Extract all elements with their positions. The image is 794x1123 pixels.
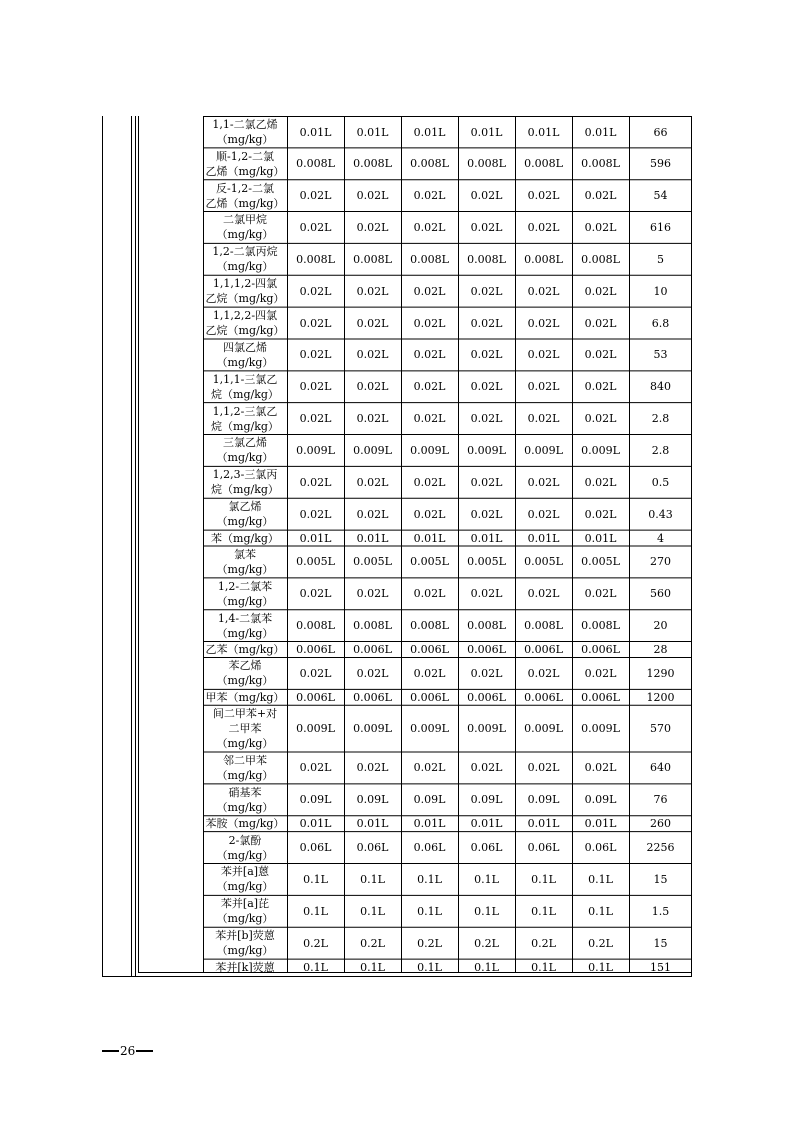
measured-value: 0.02L: [527, 380, 560, 394]
measured-value: 0.02L: [299, 220, 332, 234]
measured-value: 0.009L: [581, 722, 620, 736]
measured-value: 0.02L: [356, 475, 389, 489]
measured-value: 0.02L: [299, 189, 332, 203]
measured-value: 0.02L: [470, 189, 503, 203]
measured-value: 0.02L: [527, 316, 560, 330]
measured-value: 0.008L: [467, 252, 506, 266]
measured-value: 0.02L: [356, 220, 389, 234]
measured-value: 0.005L: [410, 555, 449, 569]
measured-value: 0.02L: [413, 666, 446, 680]
pollutant-name: 1,2-二氯丙烷 （mg/kg）: [212, 245, 278, 274]
measured-value: 0.02L: [527, 189, 560, 203]
measured-value: 0.06L: [356, 841, 389, 855]
measured-value: 0.02L: [413, 284, 446, 298]
measured-value: 0.02L: [584, 587, 617, 601]
measured-value: 0.006L: [296, 690, 335, 704]
measured-value: 0.009L: [353, 443, 392, 457]
screening-limit: 66: [653, 125, 668, 139]
measured-value: 0.009L: [467, 722, 506, 736]
measured-value: 0.1L: [531, 904, 556, 918]
measured-value: 0.02L: [413, 380, 446, 394]
measured-value: 0.01L: [299, 125, 332, 139]
measured-value: 0.1L: [588, 872, 613, 886]
screening-limit: 570: [650, 722, 671, 736]
measured-value: 0.1L: [360, 904, 385, 918]
measured-value: 0.02L: [527, 412, 560, 426]
measured-value: 0.02L: [299, 348, 332, 362]
screening-limit: 2256: [646, 841, 675, 855]
screening-limit: 1.5: [651, 904, 670, 918]
pollutant-name: 三氯乙烯 （mg/kg）: [216, 436, 274, 465]
measured-value: 0.006L: [467, 690, 506, 704]
page-number-dash-right: [136, 1050, 153, 1052]
measured-value: 0.008L: [581, 157, 620, 171]
pollutant-name: 1,1,1,2-四氯 乙烷（mg/kg）: [205, 277, 285, 306]
screening-limit: 15: [653, 872, 668, 886]
measured-value: 0.006L: [296, 643, 335, 656]
pollutant-name: 苯并[a]芘 （mg/kg）: [216, 897, 274, 926]
measured-value: 0.02L: [584, 380, 617, 394]
pollutant-name: 间二甲苯+对 二甲苯 （mg/kg）: [212, 707, 278, 751]
measured-value: 0.008L: [410, 619, 449, 633]
measured-value: 0.005L: [353, 555, 392, 569]
pollutant-name: 1,1,2-三氯乙 烷（mg/kg）: [211, 404, 279, 433]
measured-value: 0.2L: [588, 936, 613, 950]
measured-value: 0.02L: [413, 412, 446, 426]
measured-value: 0.02L: [584, 316, 617, 330]
measured-value: 0.02L: [356, 507, 389, 521]
measured-value: 0.009L: [524, 722, 563, 736]
measured-value: 0.006L: [524, 690, 563, 704]
measured-value: 0.009L: [410, 722, 449, 736]
measured-value: 0.02L: [470, 316, 503, 330]
measured-value: 0.01L: [527, 531, 560, 545]
screening-limit: 5: [657, 252, 664, 266]
screening-limit: 28: [653, 643, 668, 656]
measured-value: 0.02L: [299, 284, 332, 298]
pollutant-name: 1,1-二氯乙烯 （mg/kg）: [212, 118, 278, 147]
measured-value: 0.1L: [417, 960, 442, 974]
pollutant-name: 苯（mg/kg）: [211, 531, 279, 545]
measured-value: 0.008L: [410, 157, 449, 171]
measured-value: 0.1L: [303, 960, 328, 974]
measured-value: 0.009L: [524, 443, 563, 457]
measured-value: 0.02L: [413, 587, 446, 601]
pollutant-name: 反-1,2-二氯 乙烯（mg/kg）: [205, 181, 285, 210]
screening-limit: 270: [650, 555, 671, 569]
page-number: [102, 1044, 153, 1058]
screening-limit: 260: [650, 817, 671, 831]
measured-value: 0.09L: [470, 793, 503, 807]
measured-value: 0.02L: [584, 507, 617, 521]
measured-value: 0.02L: [413, 475, 446, 489]
measured-value: 0.01L: [356, 531, 389, 545]
measured-value: 0.1L: [474, 960, 499, 974]
measured-value: 0.01L: [470, 125, 503, 139]
measured-value: 0.1L: [531, 960, 556, 974]
screening-limit: 0.5: [651, 475, 670, 489]
measured-value: 0.02L: [356, 284, 389, 298]
measured-value: 0.006L: [410, 690, 449, 704]
measured-value: 0.1L: [303, 904, 328, 918]
measured-value: 0.06L: [584, 841, 617, 855]
measured-value: 0.02L: [527, 507, 560, 521]
measured-value: 0.09L: [299, 793, 332, 807]
pollutant-name: 苯并[b]荧蒽 （mg/kg）: [215, 929, 275, 958]
measured-value: 0.02L: [299, 507, 332, 521]
pollutant-name: 四氯乙烯 （mg/kg）: [216, 340, 274, 369]
pollutant-name: 顺-1,2-二氯 乙烯（mg/kg）: [205, 149, 285, 178]
measured-value: 0.02L: [527, 348, 560, 362]
measured-value: 0.009L: [581, 443, 620, 457]
measured-value: 0.1L: [417, 872, 442, 886]
measured-value: 0.02L: [413, 189, 446, 203]
screening-limit: 76: [653, 793, 668, 807]
measured-value: 0.02L: [527, 475, 560, 489]
measured-value: 0.005L: [524, 555, 563, 569]
screening-limit: 4: [657, 531, 664, 545]
measured-value: 0.01L: [584, 125, 617, 139]
measured-value: 0.008L: [296, 157, 335, 171]
measured-value: 0.02L: [527, 284, 560, 298]
measured-value: 0.02L: [470, 380, 503, 394]
measured-value: 0.006L: [524, 643, 563, 656]
measured-value: 0.02L: [584, 189, 617, 203]
measured-value: 0.008L: [467, 619, 506, 633]
pollutant-name: 2-氯酚 （mg/kg）: [216, 833, 274, 862]
measured-value: 0.2L: [474, 936, 499, 950]
measured-value: 0.1L: [303, 872, 328, 886]
pollutant-name: 1,1,2,2-四氯 乙烷（mg/kg）: [205, 309, 285, 338]
measured-value: 0.02L: [356, 666, 389, 680]
measured-value: 0.006L: [353, 643, 392, 656]
pollutant-name: 邻二甲苯 （mg/kg）: [216, 753, 274, 782]
pollutant-name: 氯苯 （mg/kg）: [216, 547, 274, 576]
screening-limit: 54: [653, 189, 668, 203]
measured-value: 0.02L: [470, 475, 503, 489]
pollutant-name: 乙苯（mg/kg）: [205, 643, 285, 656]
measured-value: 0.1L: [531, 872, 556, 886]
measured-value: 0.02L: [413, 761, 446, 775]
measured-value: 0.02L: [527, 761, 560, 775]
measured-value: 0.02L: [299, 761, 332, 775]
measured-value: 0.008L: [524, 252, 563, 266]
measured-value: 0.006L: [353, 690, 392, 704]
measured-value: 0.009L: [296, 443, 335, 457]
screening-limit: 10: [653, 284, 668, 298]
measured-value: 0.02L: [299, 380, 332, 394]
measured-value: 0.02L: [470, 284, 503, 298]
measured-value: 0.02L: [299, 412, 332, 426]
measured-value: 0.006L: [581, 643, 620, 656]
screening-limit: 560: [650, 587, 671, 601]
measured-value: 0.008L: [467, 157, 506, 171]
measured-value: 0.2L: [531, 936, 556, 950]
measured-value: 0.02L: [356, 316, 389, 330]
pollutant-name: 苯乙烯 （mg/kg）: [216, 659, 274, 688]
measured-value: 0.02L: [584, 348, 617, 362]
measured-value: 0.2L: [417, 936, 442, 950]
measured-value: 0.008L: [410, 252, 449, 266]
measured-value: 0.02L: [356, 587, 389, 601]
screening-limit: 6.8: [651, 316, 670, 330]
measured-value: 0.02L: [356, 380, 389, 394]
measured-value: 0.1L: [360, 960, 385, 974]
measured-value: 0.02L: [299, 316, 332, 330]
measured-value: 0.1L: [474, 872, 499, 886]
measured-value: 0.02L: [470, 666, 503, 680]
measured-value: 0.008L: [296, 252, 335, 266]
measured-value: 0.008L: [353, 619, 392, 633]
measured-value: 0.1L: [588, 960, 613, 974]
screening-limit: 640: [650, 761, 671, 775]
measured-value: 0.02L: [584, 284, 617, 298]
measured-value: 0.09L: [584, 793, 617, 807]
measured-value: 0.02L: [470, 587, 503, 601]
measured-value: 0.02L: [356, 348, 389, 362]
measured-value: 0.008L: [524, 157, 563, 171]
measured-value: 0.02L: [584, 666, 617, 680]
measured-value: 0.02L: [584, 412, 617, 426]
measured-value: 0.01L: [470, 817, 503, 831]
pollutant-name: 1,1,1-三氯乙 烷（mg/kg）: [211, 372, 279, 401]
measured-value: 0.01L: [584, 531, 617, 545]
screening-limit: 2.8: [651, 443, 670, 457]
measured-value: 0.008L: [581, 619, 620, 633]
measured-value: 0.02L: [356, 412, 389, 426]
screening-limit: 151: [650, 960, 671, 974]
measured-value: 0.009L: [410, 443, 449, 457]
measured-value: 0.006L: [467, 643, 506, 656]
measured-value: 0.008L: [581, 252, 620, 266]
screening-limit: 1290: [646, 666, 675, 680]
measured-value: 0.02L: [584, 220, 617, 234]
measured-value: 0.02L: [413, 348, 446, 362]
measured-value: 0.005L: [581, 555, 620, 569]
measured-value: 0.02L: [356, 189, 389, 203]
measured-value: 0.01L: [413, 125, 446, 139]
page-number-text: 26: [120, 1044, 136, 1058]
measured-value: 0.1L: [417, 904, 442, 918]
pollutant-name: 苯并[k]荧蒽: [215, 960, 275, 974]
measured-value: 0.009L: [296, 722, 335, 736]
measured-value: 0.02L: [470, 348, 503, 362]
measured-value: 0.01L: [356, 817, 389, 831]
measured-value: 0.01L: [584, 817, 617, 831]
measured-value: 0.09L: [356, 793, 389, 807]
measured-value: 0.02L: [470, 412, 503, 426]
measured-value: 0.1L: [588, 904, 613, 918]
pollutant-name: 1,2,3-三氯丙 烷（mg/kg）: [211, 468, 279, 497]
screening-limit: 616: [650, 220, 671, 234]
measured-value: 0.01L: [413, 531, 446, 545]
screening-limit: 20: [653, 619, 668, 633]
measured-value: 0.02L: [527, 666, 560, 680]
screening-limit: 840: [650, 380, 671, 394]
screening-limit: 596: [650, 157, 671, 171]
measured-value: 0.008L: [296, 619, 335, 633]
measured-value: 0.006L: [410, 643, 449, 656]
measured-value: 0.02L: [584, 761, 617, 775]
pollutant-name: 氯乙烯 （mg/kg）: [216, 500, 274, 529]
measured-value: 0.02L: [413, 507, 446, 521]
measured-value: 0.2L: [360, 936, 385, 950]
measured-value: 0.006L: [581, 690, 620, 704]
measured-value: 0.01L: [470, 531, 503, 545]
pollutant-name: 硝基苯 （mg/kg）: [216, 785, 274, 814]
measured-value: 0.01L: [299, 817, 332, 831]
measured-value: 0.06L: [413, 841, 446, 855]
pollutant-name: 苯胺（mg/kg）: [205, 817, 285, 831]
pollutant-name: 二氯甲烷 （mg/kg）: [216, 213, 274, 242]
measured-value: 0.02L: [299, 666, 332, 680]
pollutant-name: 1,2-二氯苯 （mg/kg）: [216, 579, 274, 608]
measured-value: 0.02L: [470, 507, 503, 521]
measured-value: 0.02L: [413, 220, 446, 234]
measured-value: 0.009L: [467, 443, 506, 457]
measured-value: 0.009L: [353, 722, 392, 736]
screening-limit: 15: [653, 936, 668, 950]
measured-value: 0.008L: [353, 157, 392, 171]
measured-value: 0.02L: [527, 220, 560, 234]
measured-value: 0.02L: [413, 316, 446, 330]
measured-value: 0.01L: [413, 817, 446, 831]
screening-limit: 2.8: [651, 412, 670, 426]
measured-value: 0.09L: [527, 793, 560, 807]
measured-value: 0.008L: [353, 252, 392, 266]
measured-value: 0.01L: [299, 531, 332, 545]
measured-value: 0.09L: [413, 793, 446, 807]
measured-value: 0.02L: [299, 475, 332, 489]
monitoring-table: [102, 116, 692, 977]
screening-limit: 53: [653, 348, 668, 362]
measured-value: 0.008L: [524, 619, 563, 633]
measured-value: 0.06L: [470, 841, 503, 855]
measured-value: 0.01L: [356, 125, 389, 139]
measured-value: 0.02L: [299, 587, 332, 601]
measured-value: 0.1L: [474, 904, 499, 918]
measured-value: 0.02L: [584, 475, 617, 489]
page-number-dash-left: [102, 1050, 119, 1052]
measured-value: 0.01L: [527, 125, 560, 139]
measured-value: 0.02L: [527, 587, 560, 601]
pollutant-name: 1,4-二氯苯 （mg/kg）: [216, 611, 274, 640]
measured-value: 0.01L: [527, 817, 560, 831]
measured-value: 0.02L: [356, 761, 389, 775]
measured-value: 0.005L: [296, 555, 335, 569]
measured-value: 0.02L: [470, 761, 503, 775]
measured-value: 0.06L: [527, 841, 560, 855]
screening-limit: 1200: [646, 690, 675, 704]
screening-limit: 0.43: [648, 507, 673, 521]
pollutant-name: 甲苯（mg/kg）: [205, 690, 285, 704]
measured-value: 0.02L: [470, 220, 503, 234]
measured-value: 0.2L: [303, 936, 328, 950]
measured-value: 0.06L: [299, 841, 332, 855]
pollutant-name: 苯并[a]蒽 （mg/kg）: [216, 865, 274, 894]
measured-value: 0.005L: [467, 555, 506, 569]
measured-value: 0.1L: [360, 872, 385, 886]
